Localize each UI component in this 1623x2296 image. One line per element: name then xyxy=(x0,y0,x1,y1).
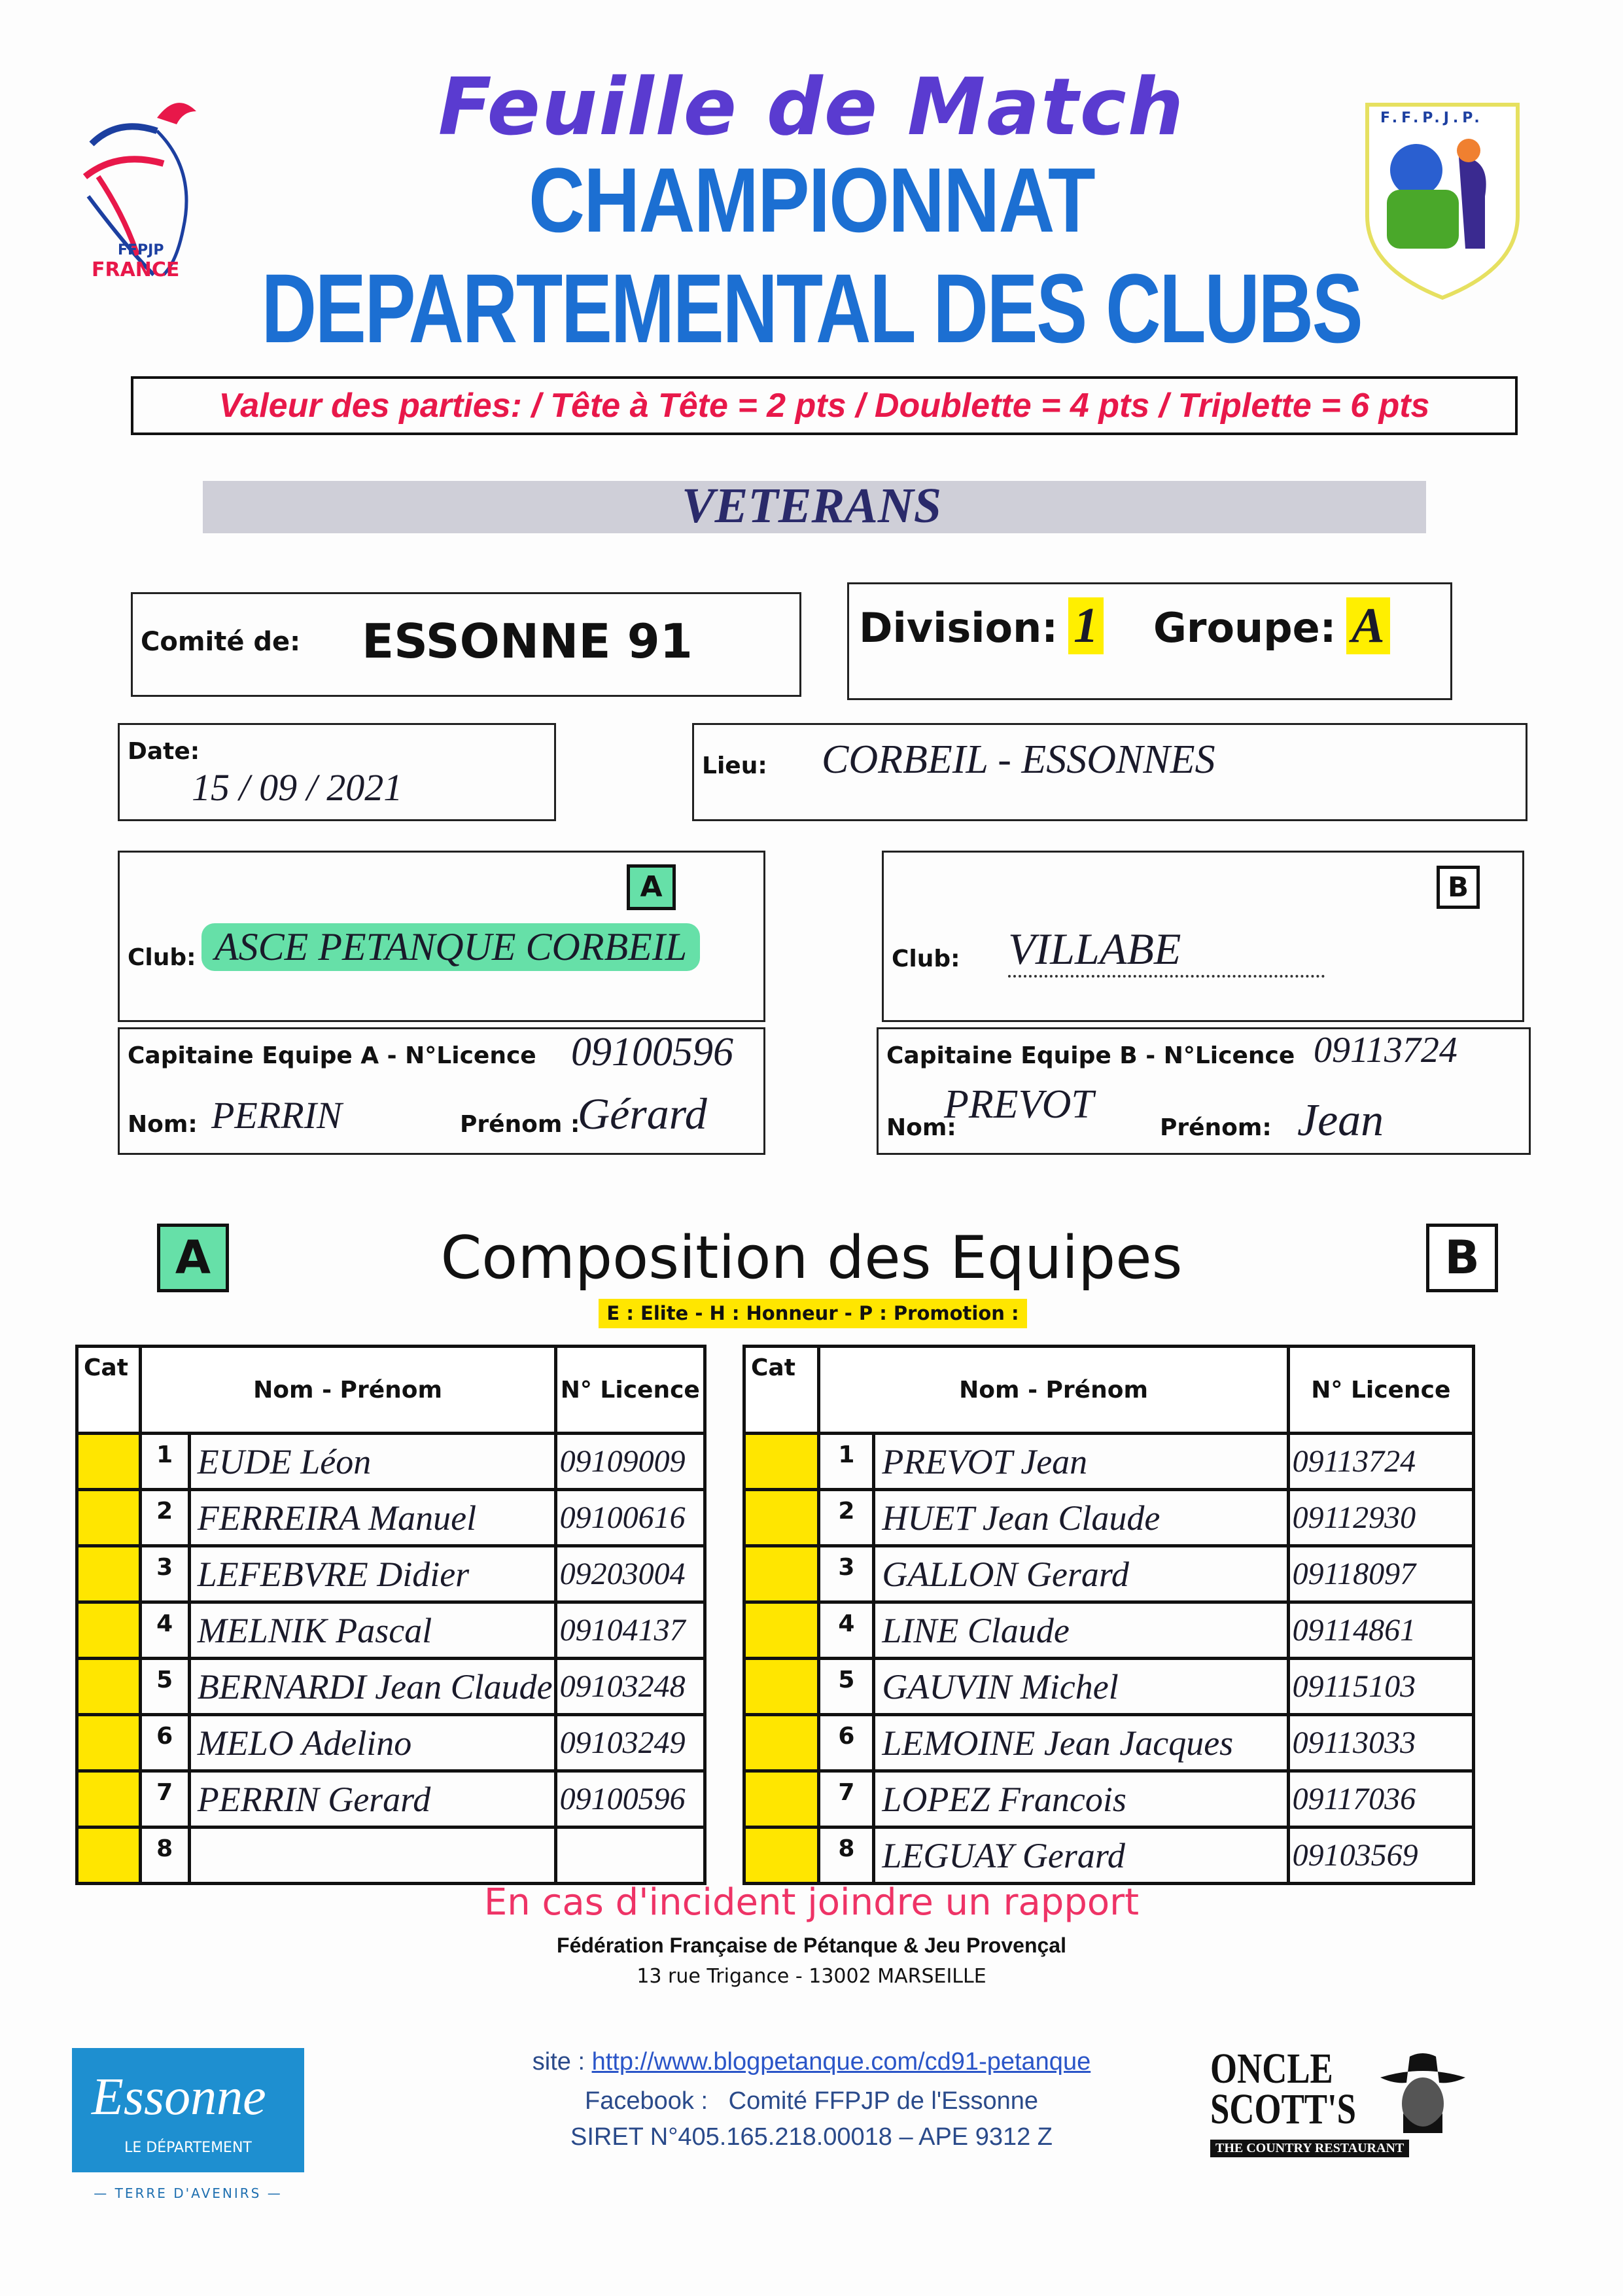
player-category[interactable] xyxy=(77,1771,141,1828)
composition-badge-b: B xyxy=(1426,1224,1498,1292)
header-licence: N° Licence xyxy=(1288,1347,1473,1434)
player-row xyxy=(744,1546,1474,1602)
header-licence: N° Licence xyxy=(555,1347,705,1434)
player-number: 5 xyxy=(819,1659,874,1715)
player-licence[interactable]: 09117036 xyxy=(1288,1771,1473,1828)
date-box xyxy=(118,723,556,821)
player-number: 7 xyxy=(140,1771,189,1828)
player-name[interactable]: GAUVIN Michel xyxy=(874,1659,1288,1715)
essonne-logo-sub: LE DÉPARTEMENT xyxy=(124,2140,252,2156)
player-number: 6 xyxy=(140,1715,189,1771)
header-cat: Cat xyxy=(744,1347,819,1434)
sponsor-line-1: ONCLE xyxy=(1210,2045,1333,2093)
player-licence[interactable]: 09118097 xyxy=(1288,1546,1473,1602)
player-category[interactable] xyxy=(77,1828,141,1884)
captain-b-box xyxy=(877,1027,1531,1155)
lieu-value[interactable]: CORBEIL - ESSONNES xyxy=(822,737,1215,782)
site-label: site : xyxy=(532,2048,585,2075)
federation-name: Fédération Française de Pétanque & Jeu Provençal xyxy=(557,1934,1066,1957)
player-licence[interactable]: 09100596 xyxy=(555,1771,705,1828)
category-label: VETERANS xyxy=(681,478,942,533)
player-category[interactable] xyxy=(77,1490,141,1546)
player-licence[interactable]: 09113724 xyxy=(1288,1434,1473,1490)
captain-a-box xyxy=(118,1027,765,1155)
groupe-value[interactable]: A xyxy=(1346,597,1390,654)
player-name[interactable]: BERNARDI Jean Claude xyxy=(189,1659,555,1715)
club-b-value[interactable]: VILLABE xyxy=(1008,923,1325,978)
captain-b-nom[interactable]: PREVOT xyxy=(944,1082,1094,1127)
composition-title: Composition des Equipes xyxy=(440,1224,1183,1292)
player-number: 6 xyxy=(819,1715,874,1771)
header-name: Nom - Prénom xyxy=(140,1347,555,1434)
player-row xyxy=(744,1715,1474,1771)
player-name[interactable]: FERREIRA Manuel xyxy=(189,1490,555,1546)
division-value[interactable]: 1 xyxy=(1068,597,1104,654)
team-a-badge: A xyxy=(627,864,676,910)
player-name[interactable]: HUET Jean Claude xyxy=(874,1490,1288,1546)
player-number: 5 xyxy=(140,1659,189,1715)
essonne-tagline: — TERRE D'AVENIRS — xyxy=(94,2185,283,2201)
player-category[interactable] xyxy=(744,1602,819,1659)
club-a-value[interactable]: ASCE PETANQUE CORBEIL xyxy=(201,923,700,971)
player-number: 3 xyxy=(819,1546,874,1602)
player-row xyxy=(77,1490,705,1546)
player-licence[interactable]: 09114861 xyxy=(1288,1602,1473,1659)
player-row xyxy=(744,1659,1474,1715)
player-number: 4 xyxy=(140,1602,189,1659)
page-title: Feuille de Match xyxy=(438,62,1185,153)
siret-line: SIRET N°405.165.218.00018 – APE 9312 Z xyxy=(570,2123,1053,2151)
player-number: 3 xyxy=(140,1546,189,1602)
player-number: 4 xyxy=(819,1602,874,1659)
championship-subtitle: DEPARTEMENTAL DES CLUBS xyxy=(261,253,1362,363)
date-label: Date: xyxy=(128,738,200,765)
player-name[interactable]: MELNIK Pascal xyxy=(189,1602,555,1659)
team-a-table xyxy=(75,1345,707,1885)
logo-text-ffpjp: FFPJP xyxy=(118,242,164,258)
player-category[interactable] xyxy=(77,1715,141,1771)
player-category[interactable] xyxy=(77,1659,141,1715)
essonne-logo-text: Essonne xyxy=(92,2068,266,2126)
player-licence[interactable]: 09112930 xyxy=(1288,1490,1473,1546)
player-licence[interactable]: 09103248 xyxy=(555,1659,705,1715)
player-row xyxy=(77,1715,705,1771)
player-name[interactable]: PERRIN Gerard xyxy=(189,1771,555,1828)
captain-b-nom-label: Nom: xyxy=(886,1114,956,1141)
sponsor-line-2: SCOTT'S xyxy=(1210,2085,1357,2133)
player-number: 1 xyxy=(140,1434,189,1490)
player-licence[interactable]: 09115103 xyxy=(1288,1659,1473,1715)
player-row xyxy=(744,1828,1474,1884)
club-a-box xyxy=(118,851,765,1022)
player-category[interactable] xyxy=(77,1602,141,1659)
site-link[interactable]: http://www.blogpetanque.com/cd91-petanque xyxy=(591,2048,1091,2075)
incident-notice: En cas d'incident joindre un rapport xyxy=(483,1881,1140,1924)
player-category[interactable] xyxy=(744,1828,819,1884)
player-name[interactable]: EUDE Léon xyxy=(189,1434,555,1490)
comite-label: Comité de: xyxy=(141,627,301,657)
club-b-box xyxy=(882,851,1524,1022)
category-legend: E : Elite - H : Honneur - P : Promotion : xyxy=(599,1299,1027,1328)
player-number: 2 xyxy=(819,1490,874,1546)
sponsor-sub: THE COUNTRY RESTAURANT xyxy=(1210,2140,1409,2157)
lieu-box xyxy=(692,723,1527,821)
oncle-scotts-logo xyxy=(1210,2041,1472,2172)
date-value[interactable]: 15 / 09 / 2021 xyxy=(192,766,403,809)
player-row xyxy=(77,1602,705,1659)
player-name[interactable]: MELO Adelino xyxy=(189,1715,555,1771)
player-number: 8 xyxy=(140,1828,189,1884)
player-licence[interactable]: 09109009 xyxy=(555,1434,705,1490)
player-licence[interactable]: 09203004 xyxy=(555,1546,705,1602)
division-box xyxy=(847,582,1452,700)
captain-a-label: Capitaine Equipe A - N°Licence xyxy=(128,1042,536,1069)
club-b-label: Club: xyxy=(892,945,960,972)
player-category[interactable] xyxy=(744,1434,819,1490)
player-licence[interactable]: 09103249 xyxy=(555,1715,705,1771)
player-name[interactable]: LOPEZ Francois xyxy=(874,1771,1288,1828)
federation-address: 13 rue Trigance - 13002 MARSEILLE xyxy=(637,1965,986,1988)
player-category[interactable] xyxy=(77,1546,141,1602)
player-row xyxy=(744,1434,1474,1490)
player-name[interactable]: PREVOT Jean xyxy=(874,1434,1288,1490)
player-category[interactable] xyxy=(744,1771,819,1828)
lieu-label: Lieu: xyxy=(702,752,767,779)
championship-title: CHAMPIONNAT xyxy=(529,149,1094,251)
player-name[interactable]: LEFEBVRE Didier xyxy=(189,1546,555,1602)
player-licence[interactable]: 09113033 xyxy=(1288,1715,1473,1771)
player-row xyxy=(744,1771,1474,1828)
player-number: 2 xyxy=(140,1490,189,1546)
player-category[interactable] xyxy=(744,1715,819,1771)
team-b-table xyxy=(742,1345,1475,1885)
groupe-label: Groupe: xyxy=(1153,604,1336,652)
player-row xyxy=(77,1659,705,1715)
captain-a-nom[interactable]: PERRIN xyxy=(211,1094,342,1137)
player-row xyxy=(744,1490,1474,1546)
comite-value[interactable]: ESSONNE 91 xyxy=(362,614,693,669)
division-label: Division: xyxy=(859,604,1058,652)
player-row xyxy=(77,1434,705,1490)
player-row xyxy=(77,1828,705,1884)
captain-a-nom-label: Nom: xyxy=(128,1111,198,1138)
logo-text-france: FRANCE xyxy=(92,258,180,281)
captain-b-label: Capitaine Equipe B - N°Licence xyxy=(886,1042,1295,1069)
player-licence[interactable] xyxy=(555,1828,705,1884)
player-licence[interactable]: 09100616 xyxy=(555,1490,705,1546)
captain-b-prenom[interactable]: Jean xyxy=(1297,1095,1384,1146)
player-name[interactable]: LEMOINE Jean Jacques xyxy=(874,1715,1288,1771)
player-name[interactable]: LEGUAY Gerard xyxy=(874,1828,1288,1884)
composition-badge-a: A xyxy=(157,1224,229,1292)
essonne-logo xyxy=(72,2048,304,2172)
player-category[interactable] xyxy=(744,1490,819,1546)
club-a-label: Club: xyxy=(128,944,196,971)
player-name[interactable]: LINE Claude xyxy=(874,1602,1288,1659)
player-name[interactable]: GALLON Gerard xyxy=(874,1546,1288,1602)
team-b-badge: B xyxy=(1437,866,1480,909)
captain-b-licence[interactable]: 09113724 xyxy=(1314,1030,1457,1070)
header-cat: Cat xyxy=(77,1347,141,1434)
facebook-line: Facebook : Comité FFPJP de l'Essonne xyxy=(585,2087,1038,2115)
captain-b-prenom-label: Prénom: xyxy=(1160,1114,1272,1141)
player-row xyxy=(77,1546,705,1602)
header-name: Nom - Prénom xyxy=(819,1347,1288,1434)
captain-a-prenom[interactable]: Gérard xyxy=(578,1089,707,1139)
captain-a-licence[interactable]: 09100596 xyxy=(571,1030,733,1074)
player-licence[interactable]: 09103569 xyxy=(1288,1828,1473,1884)
player-row xyxy=(77,1771,705,1828)
player-number: 7 xyxy=(819,1771,874,1828)
points-banner: Valeur des parties: / Tête à Tête = 2 pts / Doublette = 4 pts / Triplette = 6 pts xyxy=(131,376,1518,435)
player-category[interactable] xyxy=(744,1546,819,1602)
shield-text: F.F.P.J.P. xyxy=(1380,110,1484,126)
player-category[interactable] xyxy=(744,1659,819,1715)
player-category[interactable] xyxy=(77,1434,141,1490)
cowboy-icon xyxy=(1374,2041,1472,2140)
player-licence[interactable]: 09104137 xyxy=(555,1602,705,1659)
player-number: 8 xyxy=(819,1828,874,1884)
comite-box xyxy=(131,592,801,697)
player-name[interactable] xyxy=(189,1828,555,1884)
captain-a-prenom-label: Prénom : xyxy=(460,1111,580,1138)
player-number: 1 xyxy=(819,1434,874,1490)
player-row xyxy=(744,1602,1474,1659)
